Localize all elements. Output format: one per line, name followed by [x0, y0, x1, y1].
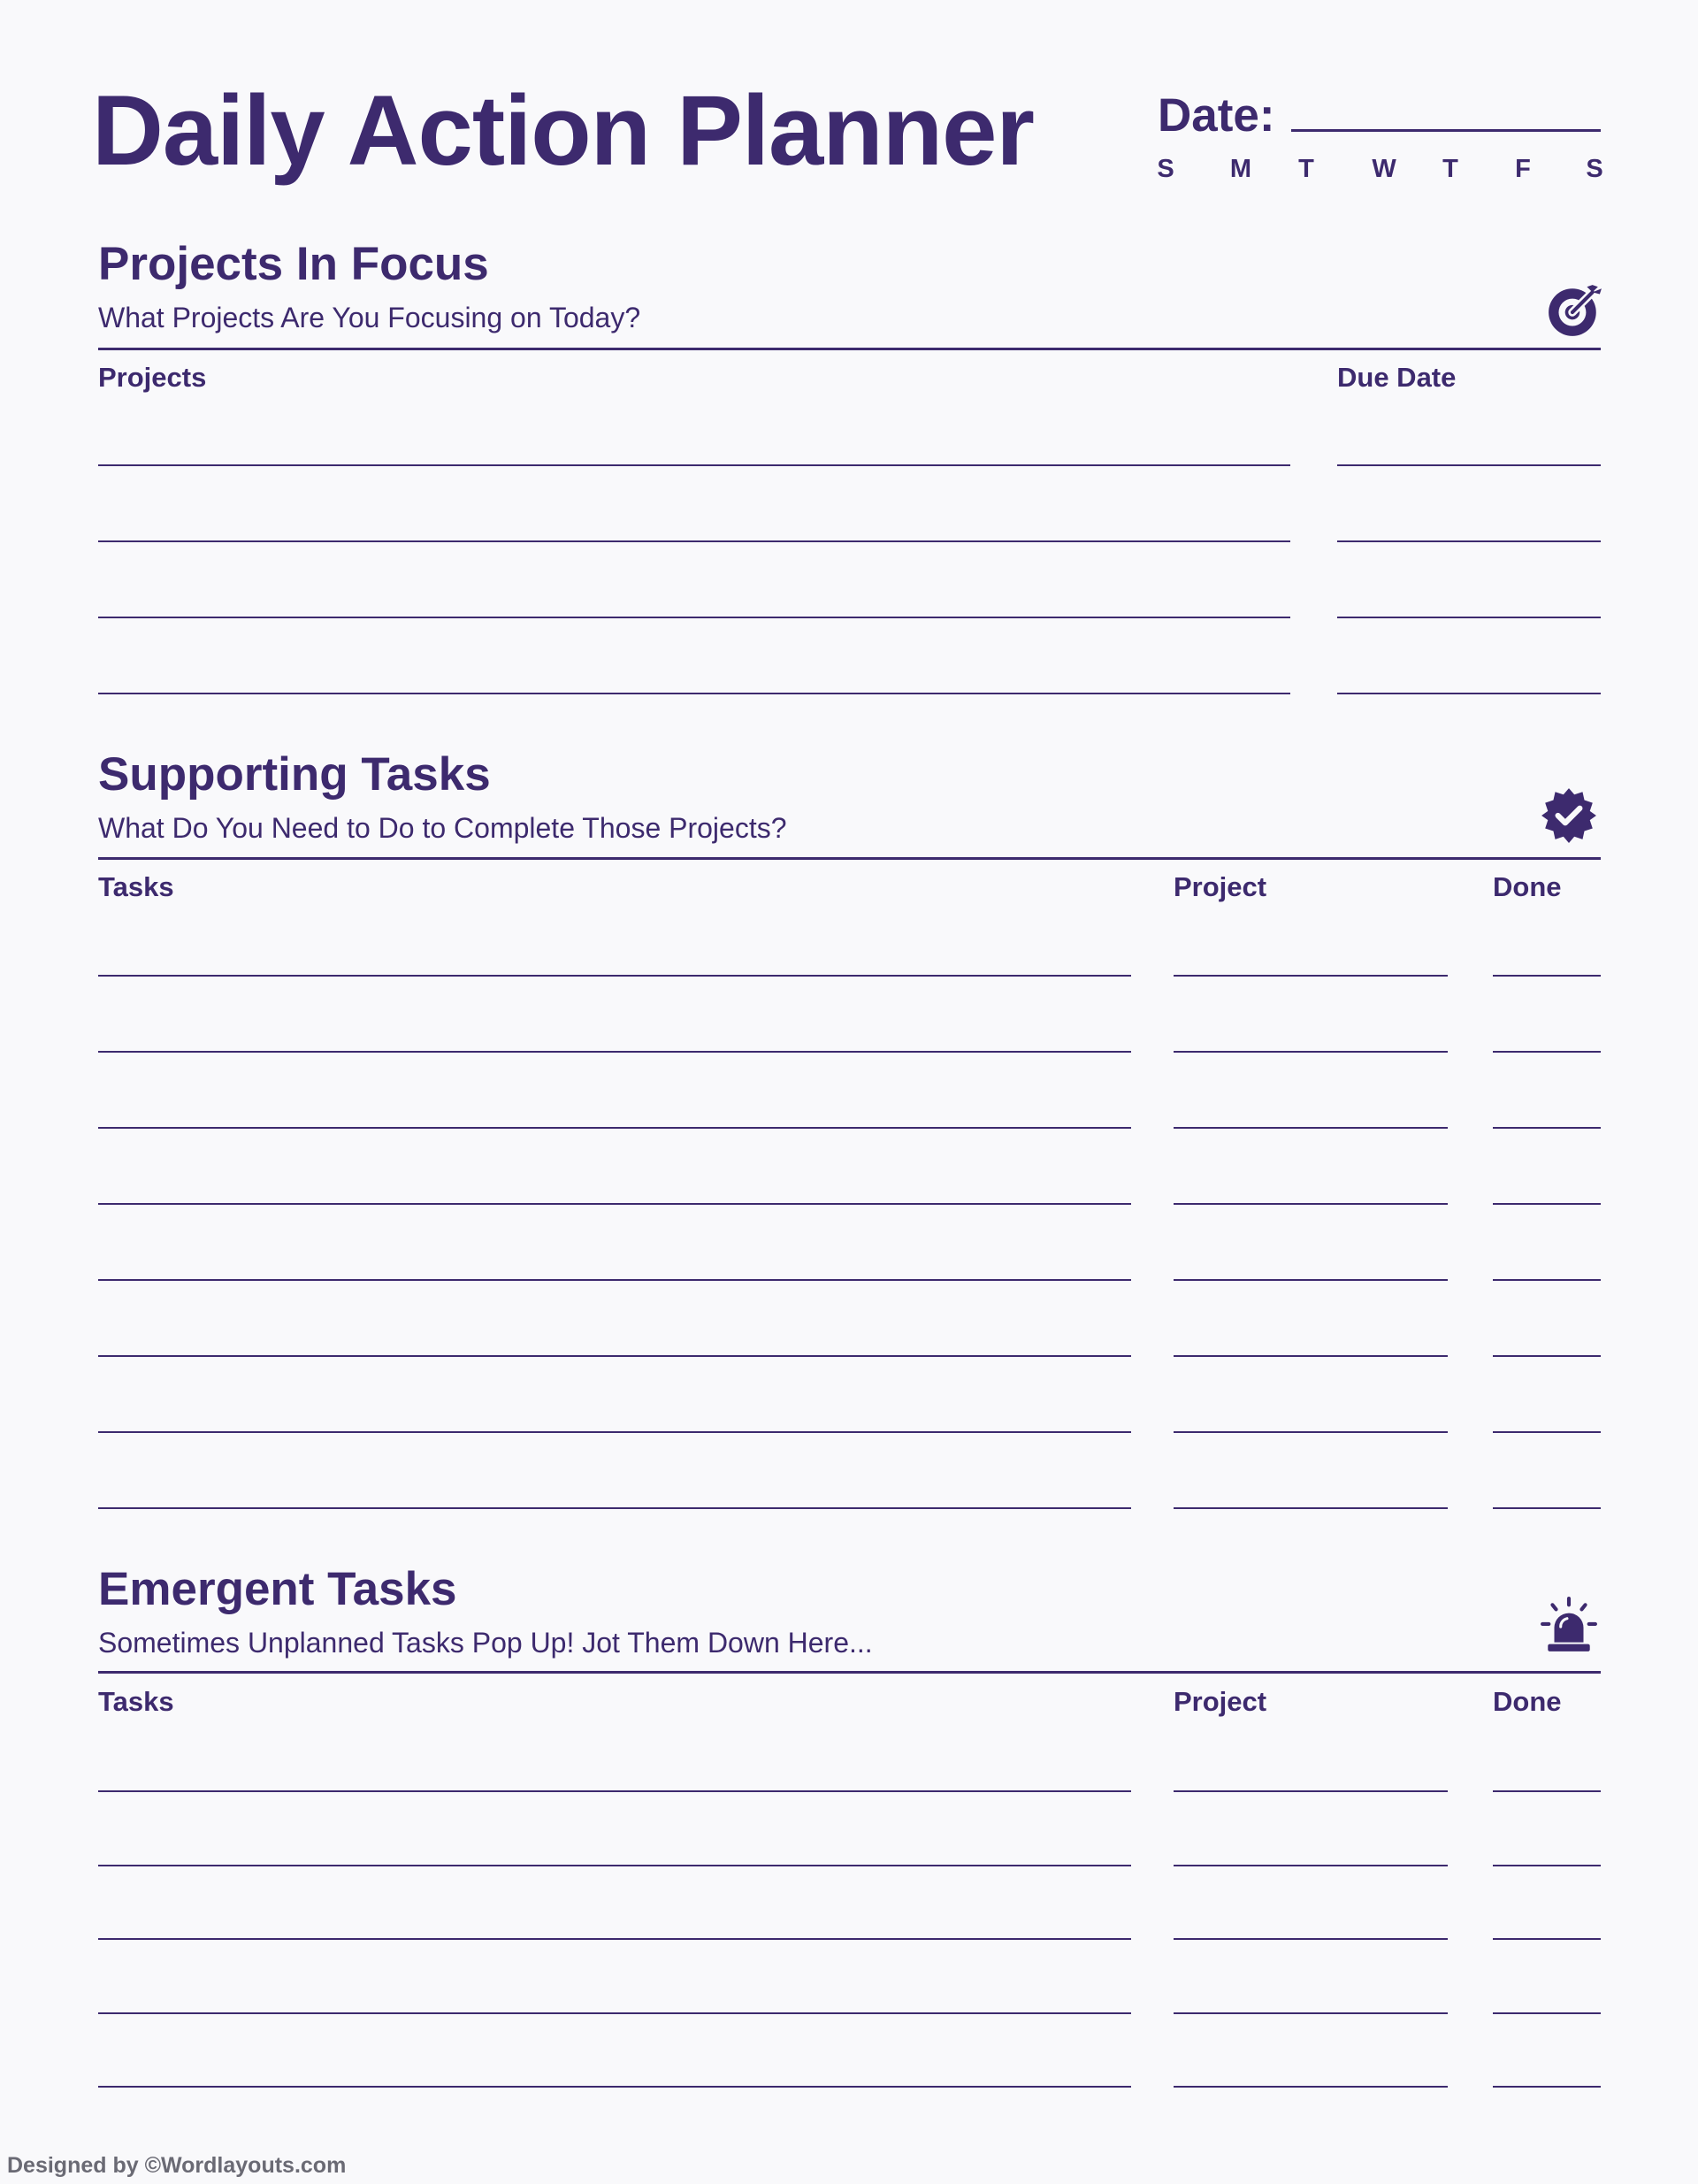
section-title-supporting: Supporting Tasks [98, 748, 491, 801]
project-line[interactable] [98, 693, 1290, 694]
project-line[interactable] [1174, 1051, 1448, 1053]
weekday-wednesday[interactable]: W [1372, 155, 1396, 183]
done-line[interactable] [1493, 1127, 1601, 1129]
task-line[interactable] [98, 1279, 1131, 1281]
due-date-line[interactable] [1337, 464, 1601, 466]
col-head-project: Project [1174, 871, 1267, 902]
project-line[interactable] [98, 464, 1290, 466]
task-line[interactable] [98, 975, 1131, 977]
project-line[interactable] [1174, 1355, 1448, 1357]
weekday-sunday[interactable]: S [1157, 155, 1174, 183]
page-title: Daily Action Planner [92, 75, 1034, 186]
date-field-line[interactable] [1291, 129, 1601, 132]
done-line[interactable] [1493, 975, 1601, 977]
project-line[interactable] [1174, 1203, 1448, 1205]
col-head-done: Done [1493, 871, 1562, 902]
col-head-tasks: Tasks [98, 871, 174, 902]
section-rule-projects [98, 348, 1601, 350]
project-line[interactable] [1174, 1790, 1448, 1792]
section-subtitle-projects: What Projects Are You Focusing on Today? [98, 302, 641, 333]
project-line[interactable] [1174, 1938, 1448, 1940]
footer-credit: Designed by ©Wordlayouts.com [7, 2153, 347, 2178]
task-line[interactable] [98, 1051, 1131, 1053]
due-date-line[interactable] [1337, 693, 1601, 694]
project-line[interactable] [98, 540, 1290, 542]
done-line[interactable] [1493, 1865, 1601, 1866]
section-title-emergent: Emergent Tasks [98, 1563, 457, 1615]
task-line[interactable] [98, 1203, 1131, 1205]
due-date-line[interactable] [1337, 617, 1601, 618]
task-line[interactable] [98, 1127, 1131, 1129]
project-line[interactable] [1174, 1865, 1448, 1866]
done-line[interactable] [1493, 1507, 1601, 1509]
project-line[interactable] [1174, 1431, 1448, 1433]
section-rule-supporting [98, 857, 1601, 860]
project-line[interactable] [1174, 975, 1448, 977]
weekday-tuesday[interactable]: T [1298, 155, 1314, 183]
done-line[interactable] [1493, 1203, 1601, 1205]
task-line[interactable] [98, 2086, 1131, 2088]
date-label: Date: [1158, 89, 1275, 142]
col-head-due-date: Due Date [1337, 362, 1457, 393]
done-line[interactable] [1493, 1051, 1601, 1053]
done-line[interactable] [1493, 2012, 1601, 2014]
done-line[interactable] [1493, 1938, 1601, 1940]
done-line[interactable] [1493, 1790, 1601, 1792]
section-subtitle-emergent: Sometimes Unplanned Tasks Pop Up! Jot Them Down Here... [98, 1627, 873, 1659]
task-line[interactable] [98, 1865, 1131, 1866]
section-title-projects: Projects In Focus [98, 238, 489, 290]
project-line[interactable] [1174, 1279, 1448, 1281]
done-line[interactable] [1493, 1355, 1601, 1357]
col-head-projects: Projects [98, 362, 207, 393]
weekday-saturday[interactable]: S [1586, 155, 1603, 183]
task-line[interactable] [98, 1355, 1131, 1357]
project-line[interactable] [98, 617, 1290, 618]
section-rule-emergent [98, 1671, 1601, 1674]
task-line[interactable] [98, 1938, 1131, 1940]
weekday-monday[interactable]: M [1229, 155, 1252, 183]
section-subtitle-supporting: What Do You Need to Do to Complete Those Projects? [98, 812, 787, 844]
done-line[interactable] [1493, 1279, 1601, 1281]
col-head-project: Project [1174, 1686, 1267, 1717]
project-line[interactable] [1174, 2012, 1448, 2014]
task-line[interactable] [98, 1790, 1131, 1792]
col-head-done: Done [1493, 1686, 1562, 1717]
project-line[interactable] [1174, 1127, 1448, 1129]
weekday-friday[interactable]: F [1515, 155, 1531, 183]
done-line[interactable] [1493, 2086, 1601, 2088]
task-line[interactable] [98, 1507, 1131, 1509]
project-line[interactable] [1174, 1507, 1448, 1509]
task-line[interactable] [98, 1431, 1131, 1433]
due-date-line[interactable] [1337, 540, 1601, 542]
weekday-thursday[interactable]: T [1442, 155, 1458, 183]
verified-badge-icon [1540, 786, 1598, 845]
siren-icon [1540, 1597, 1598, 1655]
project-line[interactable] [1174, 2086, 1448, 2088]
done-line[interactable] [1493, 1431, 1601, 1433]
target-icon [1545, 281, 1603, 340]
task-line[interactable] [98, 2012, 1131, 2014]
col-head-tasks: Tasks [98, 1686, 174, 1717]
